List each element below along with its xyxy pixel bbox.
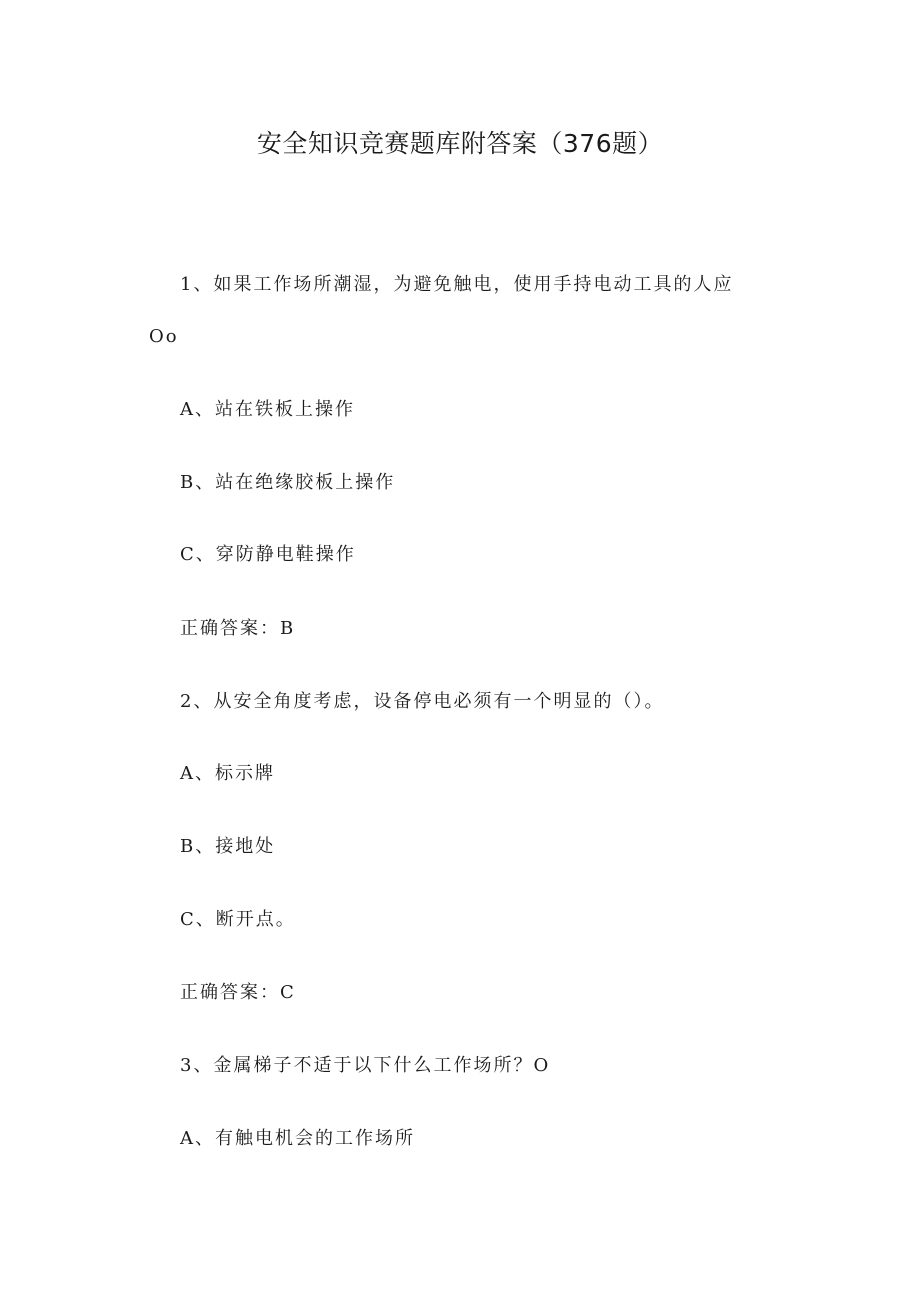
document-title: 安全知识竞赛题库附答案（376题）: [256, 129, 664, 158]
question-1-text: 1、如果工作场所潮湿，为避免触电，使用手持电动工具的人应: [180, 274, 734, 295]
question-2-option-a: A、标示牌: [180, 763, 275, 784]
question-2-answer: 正确答案：C: [180, 982, 296, 1003]
question-2-option-b: B、接地处: [180, 836, 276, 857]
question-2-option-c: C、断开点。: [180, 909, 296, 930]
question-1-answer: 正确答案：B: [180, 618, 296, 639]
question-1-text-continued: Oo: [149, 326, 179, 347]
question-1-option-a: A、站在铁板上操作: [180, 399, 355, 420]
question-1-option-b: B、站在绝缘胶板上操作: [180, 472, 396, 493]
question-3-option-a: A、有触电机会的工作场所: [180, 1128, 415, 1149]
question-2-text: 2、从安全角度考虑，设备停电必须有一个明显的（）。: [180, 691, 665, 712]
question-3-text: 3、金属梯子不适于以下什么工作场所？O: [180, 1055, 551, 1076]
question-1-option-c: C、穿防静电鞋操作: [180, 544, 356, 565]
